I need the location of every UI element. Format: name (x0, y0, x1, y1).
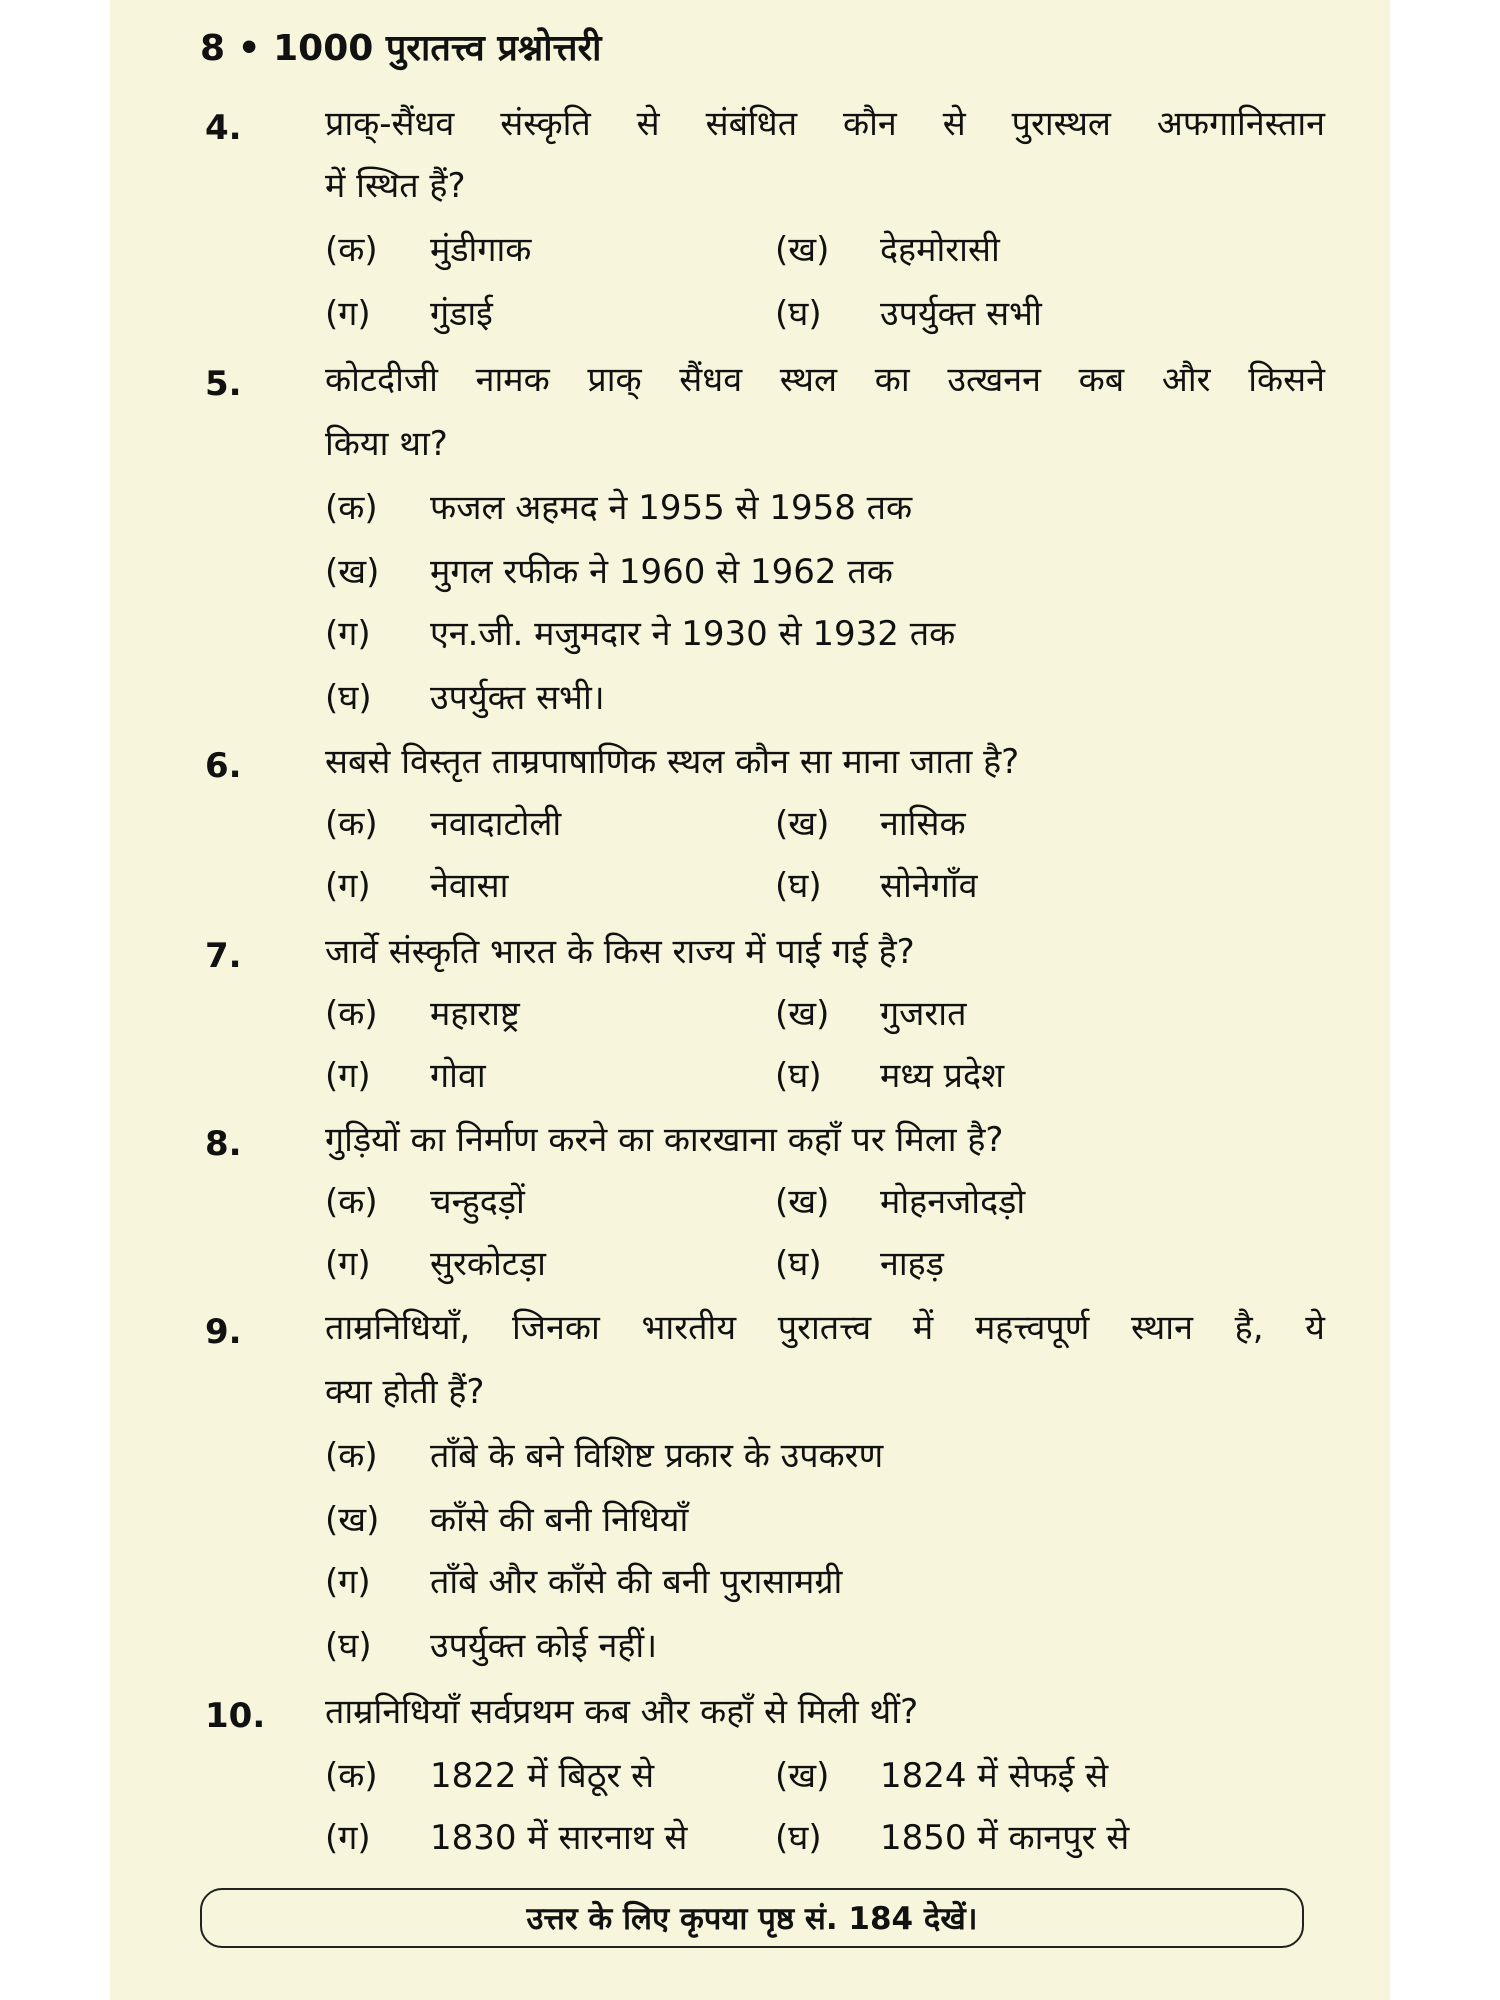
book-page (110, 0, 1390, 2000)
question-text-line: ताम्रनिधियाँ सर्वप्रथम कब और कहाँ से मिली थीं? (325, 1692, 919, 1732)
option-text: 1822 में बिठूर से (430, 1756, 655, 1796)
option-label: (घ) (325, 678, 372, 718)
option-label: (घ) (775, 1244, 822, 1284)
option-gha (775, 294, 1042, 334)
option-gha (775, 866, 978, 906)
option-text: नेवासा (430, 866, 509, 906)
option-text: फजल अहमद ने 1955 से 1958 तक (430, 488, 913, 528)
option-text: उपर्युक्त सभी। (430, 678, 605, 718)
option-text: ताँबे और काँसे की बनी पुरासामग्री (430, 1562, 843, 1602)
option-label: (घ) (775, 866, 822, 906)
option-ka (325, 488, 912, 528)
option-label: (ग) (325, 294, 371, 334)
option-kha (775, 1182, 1025, 1222)
option-gha (325, 1626, 657, 1666)
option-text: एन.जी. मजुमदार ने 1930 से 1932 तक (430, 614, 956, 654)
option-text: 1850 में कानपुर से (880, 1818, 1130, 1858)
option-text: नवादाटोली (430, 804, 562, 844)
answer-reference-box (200, 1888, 1304, 1948)
option-ga (325, 614, 955, 654)
page-header: 8 • 1000 पुरातत्त्व प्रश्नोत्तरी (200, 28, 602, 69)
option-text: गुंडाई (430, 294, 493, 334)
option-gha (775, 1244, 944, 1284)
option-kha (775, 804, 966, 844)
option-kha (325, 552, 893, 592)
option-label: (क) (325, 1182, 378, 1222)
option-text: मुगल रफीक ने 1960 से 1962 तक (430, 552, 893, 592)
option-ka (325, 804, 561, 844)
option-text: उपर्युक्त कोई नहीं। (430, 1626, 658, 1666)
option-kha (775, 994, 966, 1034)
option-text: नासिक (880, 804, 966, 844)
option-label: (घ) (775, 1818, 822, 1858)
option-label: (ख) (775, 804, 830, 844)
option-kha (775, 230, 1000, 270)
question-number: 6. (205, 746, 242, 786)
question-number: 7. (205, 936, 242, 976)
option-label: (घ) (325, 1626, 372, 1666)
question-text-line: सबसे विस्तृत ताम्रपाषाणिक स्थल कौन सा माना जाता है? (325, 742, 1020, 782)
option-ka (325, 230, 531, 270)
option-label: (ख) (325, 552, 380, 592)
option-text: गुजरात (880, 994, 967, 1034)
option-text: महाराष्ट्र (430, 994, 520, 1034)
option-ga (325, 866, 508, 906)
option-kha (775, 1756, 1108, 1796)
option-text: 1830 में सारनाथ से (430, 1818, 688, 1858)
option-label: (ग) (325, 1818, 371, 1858)
option-ka (325, 994, 520, 1034)
answer-reference-text: उत्तर के लिए कृपया पृष्ठ सं. 184 देखें। (526, 1901, 978, 1937)
question-text-line: में स्थित हैं? (325, 166, 466, 206)
option-ga (325, 1056, 486, 1096)
option-label: (घ) (775, 1056, 822, 1096)
option-gha (775, 1818, 1129, 1858)
question-text-line: जार्वे संस्कृति भारत के किस राज्य में पाई गई है? (325, 932, 915, 972)
option-label: (ख) (775, 994, 830, 1034)
question-text-line: किया था? (325, 424, 448, 464)
option-label: (क) (325, 804, 378, 844)
option-kha (325, 1500, 688, 1540)
option-label: (ग) (325, 1056, 371, 1096)
option-text: ताँबे के बने विशिष्ट प्रकार के उपकरण (430, 1436, 884, 1476)
option-text: गोवा (430, 1056, 486, 1096)
question-text-line: कोटदीजी नामक प्राक् सैंधव स्थल का उत्खनन कब और किसने (325, 360, 1325, 400)
question-number: 8. (205, 1124, 242, 1164)
option-ka (325, 1756, 654, 1796)
option-text: मध्य प्रदेश (880, 1056, 1005, 1096)
question-number: 10. (205, 1696, 266, 1736)
option-label: (ख) (775, 1182, 830, 1222)
option-label: (क) (325, 994, 378, 1034)
option-label: (क) (325, 230, 378, 270)
option-gha (325, 678, 605, 718)
option-label: (ख) (325, 1500, 380, 1540)
option-text: उपर्युक्त सभी (880, 294, 1042, 334)
option-label: (क) (325, 1756, 378, 1796)
question-text-line: गुड़ियों का निर्माण करने का कारखाना कहाँ पर मिला है? (325, 1120, 1004, 1160)
option-label: (क) (325, 488, 378, 528)
option-ka (325, 1182, 525, 1222)
option-ga (325, 1244, 546, 1284)
option-ka (325, 1436, 883, 1476)
option-ga (325, 1562, 842, 1602)
option-label: (ग) (325, 1562, 371, 1602)
option-label: (ग) (325, 866, 371, 906)
option-text: मुंडीगाक (430, 230, 532, 270)
option-label: (ख) (775, 1756, 830, 1796)
question-text-line: प्राक्-सैंधव संस्कृति से संबंधित कौन से पुरास्थल अफगानिस्तान (325, 104, 1325, 144)
question-number: 4. (205, 108, 242, 148)
question-text-line: क्या होती हैं? (325, 1372, 485, 1412)
option-text: काँसे की बनी निधियाँ (430, 1500, 689, 1540)
option-gha (775, 1056, 1004, 1096)
option-text: मोहनजोदड़ो (880, 1182, 1026, 1222)
question-text-line: ताम्रनिधियाँ, जिनका भारतीय पुरातत्त्व में महत्त्वपूर्ण स्थान है, ये (325, 1308, 1325, 1348)
option-label: (ख) (775, 230, 830, 270)
option-text: देहमोरासी (880, 230, 1000, 270)
option-ga (325, 294, 493, 334)
option-label: (ग) (325, 1244, 371, 1284)
option-text: 1824 में सेफई से (880, 1756, 1109, 1796)
question-number: 5. (205, 364, 242, 404)
option-text: सोनेगाँव (880, 866, 978, 906)
option-label: (घ) (775, 294, 822, 334)
option-text: नाहड़ (880, 1244, 944, 1284)
question-number: 9. (205, 1312, 242, 1352)
option-label: (ग) (325, 614, 371, 654)
option-text: चन्हुदड़ों (430, 1182, 525, 1222)
option-ga (325, 1818, 687, 1858)
option-label: (क) (325, 1436, 378, 1476)
option-text: सुरकोटड़ा (430, 1244, 546, 1284)
